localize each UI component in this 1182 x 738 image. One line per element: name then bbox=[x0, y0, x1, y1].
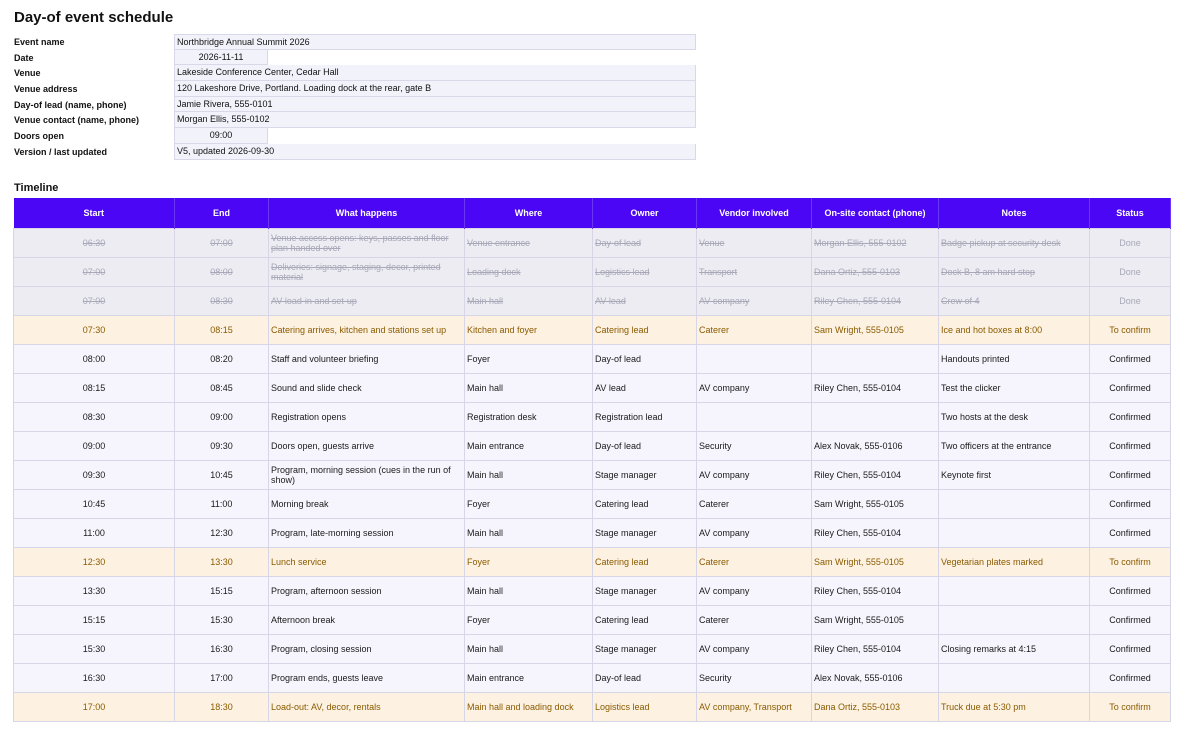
cell-what[interactable]: Program, morning session (cues in the run of show) bbox=[269, 460, 465, 489]
meta-label: Day-of lead (name, phone) bbox=[14, 99, 127, 110]
cell-notes[interactable] bbox=[939, 663, 1090, 692]
cell-what[interactable]: Registration opens bbox=[269, 402, 465, 431]
cell-contact[interactable]: Dana Ortiz, 555-0103 bbox=[812, 692, 939, 721]
cell-contact[interactable]: Riley Chen, 555-0104 bbox=[812, 286, 939, 315]
cell-status[interactable]: Confirmed bbox=[1090, 663, 1171, 692]
table-row bbox=[14, 518, 1171, 547]
cell-where[interactable]: Venue entrance bbox=[465, 228, 593, 257]
table-header-row bbox=[14, 198, 1171, 228]
table-row bbox=[14, 373, 1171, 402]
meta-row bbox=[13, 128, 703, 144]
cell-owner[interactable]: Stage manager bbox=[593, 634, 697, 663]
column-header: Where bbox=[465, 198, 593, 228]
cell-owner[interactable]: Registration lead bbox=[593, 402, 697, 431]
meta-row bbox=[13, 97, 703, 113]
meta-row bbox=[13, 65, 703, 81]
cell-contact[interactable]: Sam Wright, 555-0105 bbox=[812, 315, 939, 344]
timeline-table bbox=[13, 198, 1171, 722]
table-row bbox=[14, 634, 1171, 663]
cell-where[interactable]: Foyer bbox=[465, 547, 593, 576]
cell-end[interactable]: 08:00 bbox=[175, 257, 269, 286]
cell-contact[interactable]: Riley Chen, 555-0104 bbox=[812, 576, 939, 605]
cell-vendor[interactable]: AV company bbox=[697, 460, 812, 489]
cell-owner[interactable]: Catering lead bbox=[593, 489, 697, 518]
cell-vendor[interactable] bbox=[697, 344, 812, 373]
cell-where[interactable]: Foyer bbox=[465, 605, 593, 634]
cell-end[interactable]: 12:30 bbox=[175, 518, 269, 547]
cell-end[interactable]: 08:30 bbox=[175, 286, 269, 315]
cell-vendor[interactable]: Caterer bbox=[697, 605, 812, 634]
cell-end[interactable]: 15:15 bbox=[175, 576, 269, 605]
cell-what[interactable]: Program, late-morning session bbox=[269, 518, 465, 547]
cell-what[interactable]: Program, closing session bbox=[269, 634, 465, 663]
cell-end[interactable]: 09:00 bbox=[175, 402, 269, 431]
cell-vendor[interactable]: AV company bbox=[697, 373, 812, 402]
meta-label: Doors open bbox=[14, 130, 65, 141]
timeline-title: Timeline bbox=[14, 182, 59, 194]
cell-start[interactable]: 15:30 bbox=[14, 634, 175, 663]
cell-contact[interactable]: Dana Ortiz, 555-0103 bbox=[812, 257, 939, 286]
cell-status[interactable]: Confirmed bbox=[1090, 431, 1171, 460]
cell-where[interactable]: Main entrance bbox=[465, 431, 593, 460]
cell-vendor[interactable]: Caterer bbox=[697, 547, 812, 576]
cell-owner[interactable]: Stage manager bbox=[593, 576, 697, 605]
cell-what[interactable]: Program, afternoon session bbox=[269, 576, 465, 605]
meta-label: Date bbox=[14, 52, 34, 63]
meta-label: Venue contact (name, phone) bbox=[14, 115, 140, 126]
cell-notes[interactable]: Two hosts at the desk bbox=[939, 402, 1090, 431]
cell-status[interactable]: Confirmed bbox=[1090, 344, 1171, 373]
cell-notes[interactable]: Test the clicker bbox=[939, 373, 1090, 402]
cell-where[interactable]: Main hall bbox=[465, 634, 593, 663]
meta-value-cell[interactable]: Northbridge Annual Summit 2026 bbox=[174, 34, 696, 50]
table-row bbox=[14, 257, 1171, 286]
cell-notes[interactable]: Two officers at the entrance bbox=[939, 431, 1090, 460]
cell-notes[interactable] bbox=[939, 489, 1090, 518]
cell-notes[interactable]: Dock B, 8 am hard stop bbox=[939, 257, 1090, 286]
cell-what[interactable]: Lunch service bbox=[269, 547, 465, 576]
cell-contact[interactable]: Sam Wright, 555-0105 bbox=[812, 547, 939, 576]
cell-where[interactable]: Main hall bbox=[465, 576, 593, 605]
cell-end[interactable]: 11:00 bbox=[175, 489, 269, 518]
meta-value-cell[interactable]: 120 Lakeshore Drive, Portland. Loading dock at the rear, gate B bbox=[174, 81, 696, 97]
cell-status[interactable]: Done bbox=[1090, 257, 1171, 286]
cell-contact[interactable] bbox=[812, 344, 939, 373]
cell-where[interactable]: Main hall and loading dock bbox=[465, 692, 593, 721]
cell-vendor[interactable]: Security bbox=[697, 663, 812, 692]
cell-status[interactable]: Confirmed bbox=[1090, 605, 1171, 634]
cell-where[interactable]: Main hall bbox=[465, 518, 593, 547]
cell-start[interactable]: 12:30 bbox=[14, 547, 175, 576]
meta-value-cell[interactable]: Jamie Rivera, 555-0101 bbox=[174, 97, 696, 113]
cell-start[interactable]: 13:30 bbox=[14, 576, 175, 605]
cell-vendor[interactable]: Security bbox=[697, 431, 812, 460]
cell-where[interactable]: Loading dock bbox=[465, 257, 593, 286]
cell-where[interactable]: Foyer bbox=[465, 344, 593, 373]
cell-end[interactable]: 08:45 bbox=[175, 373, 269, 402]
cell-where[interactable]: Kitchen and foyer bbox=[465, 315, 593, 344]
cell-what[interactable]: Program ends, guests leave bbox=[269, 663, 465, 692]
cell-status[interactable]: To confirm bbox=[1090, 547, 1171, 576]
cell-what[interactable]: Afternoon break bbox=[269, 605, 465, 634]
table-row bbox=[14, 228, 1171, 257]
cell-contact[interactable]: Alex Novak, 555-0106 bbox=[812, 431, 939, 460]
cell-vendor[interactable]: AV company bbox=[697, 286, 812, 315]
cell-where[interactable]: Main entrance bbox=[465, 663, 593, 692]
cell-notes[interactable]: Handouts printed bbox=[939, 344, 1090, 373]
meta-row bbox=[13, 144, 703, 160]
meta-row bbox=[13, 81, 703, 97]
cell-start[interactable]: 15:15 bbox=[14, 605, 175, 634]
cell-what[interactable]: Doors open, guests arrive bbox=[269, 431, 465, 460]
meta-value-cell[interactable]: 09:00 bbox=[174, 128, 268, 144]
cell-status[interactable]: Confirmed bbox=[1090, 402, 1171, 431]
cell-status[interactable]: Confirmed bbox=[1090, 576, 1171, 605]
meta-value-cell[interactable]: Morgan Ellis, 555-0102 bbox=[174, 112, 696, 128]
cell-what[interactable]: Load-out: AV, decor, rentals bbox=[269, 692, 465, 721]
cell-contact[interactable]: Riley Chen, 555-0104 bbox=[812, 373, 939, 402]
cell-contact[interactable]: Morgan Ellis, 555-0102 bbox=[812, 228, 939, 257]
cell-vendor[interactable] bbox=[697, 402, 812, 431]
cell-notes[interactable]: Truck due at 5:30 pm bbox=[939, 692, 1090, 721]
cell-notes[interactable] bbox=[939, 518, 1090, 547]
cell-owner[interactable]: Day-of lead bbox=[593, 663, 697, 692]
cell-notes[interactable]: Vegetarian plates marked bbox=[939, 547, 1090, 576]
column-header: What happens bbox=[269, 198, 465, 228]
table-row bbox=[14, 692, 1171, 721]
column-header: Vendor involved bbox=[697, 198, 812, 228]
column-header: On-site contact (phone) bbox=[812, 198, 939, 228]
cell-end[interactable]: 16:30 bbox=[175, 634, 269, 663]
cell-where[interactable]: Main hall bbox=[465, 460, 593, 489]
cell-what[interactable]: Catering arrives, kitchen and stations set up bbox=[269, 315, 465, 344]
cell-end[interactable]: 09:30 bbox=[175, 431, 269, 460]
meta-label: Event name bbox=[14, 36, 65, 47]
cell-where[interactable]: Main hall bbox=[465, 373, 593, 402]
cell-vendor[interactable]: AV company, Transport bbox=[697, 692, 812, 721]
cell-what[interactable]: Morning break bbox=[269, 489, 465, 518]
cell-start[interactable]: 07:30 bbox=[14, 315, 175, 344]
cell-notes[interactable]: Crew of 4 bbox=[939, 286, 1090, 315]
cell-what[interactable]: AV load-in and set-up bbox=[269, 286, 465, 315]
cell-status[interactable]: Confirmed bbox=[1090, 489, 1171, 518]
meta-row bbox=[13, 112, 703, 128]
cell-start[interactable]: 08:30 bbox=[14, 402, 175, 431]
cell-owner[interactable]: Day-of lead bbox=[593, 344, 697, 373]
cell-end[interactable]: 15:30 bbox=[175, 605, 269, 634]
cell-owner[interactable]: Stage manager bbox=[593, 460, 697, 489]
cell-end[interactable]: 17:00 bbox=[175, 663, 269, 692]
cell-vendor[interactable]: AV company bbox=[697, 576, 812, 605]
column-header: Status bbox=[1090, 198, 1171, 228]
cell-status[interactable]: To confirm bbox=[1090, 315, 1171, 344]
cell-status[interactable]: To confirm bbox=[1090, 692, 1171, 721]
cell-vendor[interactable]: Caterer bbox=[697, 315, 812, 344]
cell-owner[interactable]: Catering lead bbox=[593, 315, 697, 344]
cell-start[interactable]: 16:30 bbox=[14, 663, 175, 692]
cell-where[interactable]: Foyer bbox=[465, 489, 593, 518]
cell-where[interactable]: Registration desk bbox=[465, 402, 593, 431]
table-row bbox=[14, 663, 1171, 692]
cell-contact[interactable]: Riley Chen, 555-0104 bbox=[812, 518, 939, 547]
cell-notes[interactable]: Ice and hot boxes at 8:00 bbox=[939, 315, 1090, 344]
cell-status[interactable]: Done bbox=[1090, 228, 1171, 257]
cell-owner[interactable]: AV lead bbox=[593, 373, 697, 402]
cell-what[interactable]: Venue access opens: keys, passes and floor plan handed over bbox=[269, 228, 465, 257]
page-title: Day-of event schedule bbox=[14, 9, 174, 26]
cell-owner[interactable]: Catering lead bbox=[593, 547, 697, 576]
cell-notes[interactable]: Closing remarks at 4:15 bbox=[939, 634, 1090, 663]
cell-start[interactable]: 09:00 bbox=[14, 431, 175, 460]
table-row bbox=[14, 547, 1171, 576]
table-row bbox=[14, 489, 1171, 518]
column-header: Owner bbox=[593, 198, 697, 228]
cell-vendor[interactable]: AV company bbox=[697, 634, 812, 663]
cell-status[interactable]: Confirmed bbox=[1090, 518, 1171, 547]
cell-start[interactable]: 08:00 bbox=[14, 344, 175, 373]
cell-where[interactable]: Main hall bbox=[465, 286, 593, 315]
meta-label: Venue bbox=[14, 68, 41, 79]
cell-contact[interactable]: Alex Novak, 555-0106 bbox=[812, 663, 939, 692]
cell-owner[interactable]: Logistics lead bbox=[593, 692, 697, 721]
meta-row bbox=[13, 34, 703, 50]
table-row bbox=[14, 576, 1171, 605]
cell-status[interactable]: Confirmed bbox=[1090, 460, 1171, 489]
table-row bbox=[14, 402, 1171, 431]
cell-owner[interactable]: Catering lead bbox=[593, 605, 697, 634]
cell-notes[interactable] bbox=[939, 605, 1090, 634]
cell-end[interactable]: 13:30 bbox=[175, 547, 269, 576]
cell-notes[interactable] bbox=[939, 576, 1090, 605]
cell-owner[interactable]: Logistics lead bbox=[593, 257, 697, 286]
cell-vendor[interactable]: AV company bbox=[697, 518, 812, 547]
cell-vendor[interactable]: Caterer bbox=[697, 489, 812, 518]
meta-label: Venue address bbox=[14, 83, 78, 94]
cell-status[interactable]: Confirmed bbox=[1090, 373, 1171, 402]
table-row bbox=[14, 315, 1171, 344]
cell-start[interactable]: 06:30 bbox=[14, 228, 175, 257]
cell-end[interactable]: 10:45 bbox=[175, 460, 269, 489]
cell-contact[interactable]: Riley Chen, 555-0104 bbox=[812, 460, 939, 489]
cell-contact[interactable]: Sam Wright, 555-0105 bbox=[812, 605, 939, 634]
cell-what[interactable]: Sound and slide check bbox=[269, 373, 465, 402]
meta-value-cell[interactable]: Lakeside Conference Center, Cedar Hall bbox=[174, 65, 696, 81]
column-header: Start bbox=[14, 198, 175, 228]
cell-contact[interactable]: Sam Wright, 555-0105 bbox=[812, 489, 939, 518]
cell-end[interactable]: 08:20 bbox=[175, 344, 269, 373]
cell-what[interactable]: Staff and volunteer briefing bbox=[269, 344, 465, 373]
cell-vendor[interactable]: Venue bbox=[697, 228, 812, 257]
cell-start[interactable]: 07:00 bbox=[14, 286, 175, 315]
table-row bbox=[14, 286, 1171, 315]
cell-end[interactable]: 18:30 bbox=[175, 692, 269, 721]
meta-row bbox=[13, 50, 703, 66]
cell-owner[interactable]: AV lead bbox=[593, 286, 697, 315]
cell-start[interactable]: 09:30 bbox=[14, 460, 175, 489]
cell-contact[interactable]: Riley Chen, 555-0104 bbox=[812, 634, 939, 663]
cell-notes[interactable]: Badge pickup at security desk bbox=[939, 228, 1090, 257]
cell-start[interactable]: 17:00 bbox=[14, 692, 175, 721]
cell-end[interactable]: 07:00 bbox=[175, 228, 269, 257]
column-header: Notes bbox=[939, 198, 1090, 228]
cell-vendor[interactable]: Transport bbox=[697, 257, 812, 286]
column-header: End bbox=[175, 198, 269, 228]
cell-start[interactable]: 11:00 bbox=[14, 518, 175, 547]
event-details bbox=[13, 34, 703, 160]
cell-status[interactable]: Confirmed bbox=[1090, 634, 1171, 663]
table-row bbox=[14, 605, 1171, 634]
cell-owner[interactable]: Day-of lead bbox=[593, 228, 697, 257]
cell-start[interactable]: 08:15 bbox=[14, 373, 175, 402]
table-row bbox=[14, 431, 1171, 460]
cell-notes[interactable]: Keynote first bbox=[939, 460, 1090, 489]
cell-owner[interactable]: Stage manager bbox=[593, 518, 697, 547]
table-row bbox=[14, 344, 1171, 373]
cell-what[interactable]: Deliveries: signage, staging, decor, printed material bbox=[269, 257, 465, 286]
meta-value-cell[interactable]: V5, updated 2026-09-30 bbox=[174, 144, 696, 160]
cell-start[interactable]: 07:00 bbox=[14, 257, 175, 286]
cell-end[interactable]: 08:15 bbox=[175, 315, 269, 344]
meta-value-cell[interactable]: 2026-11-11 bbox=[174, 50, 268, 66]
cell-start[interactable]: 10:45 bbox=[14, 489, 175, 518]
cell-owner[interactable]: Day-of lead bbox=[593, 431, 697, 460]
meta-label: Version / last updated bbox=[14, 146, 108, 157]
table-row bbox=[14, 460, 1171, 489]
cell-status[interactable]: Done bbox=[1090, 286, 1171, 315]
cell-contact[interactable] bbox=[812, 402, 939, 431]
